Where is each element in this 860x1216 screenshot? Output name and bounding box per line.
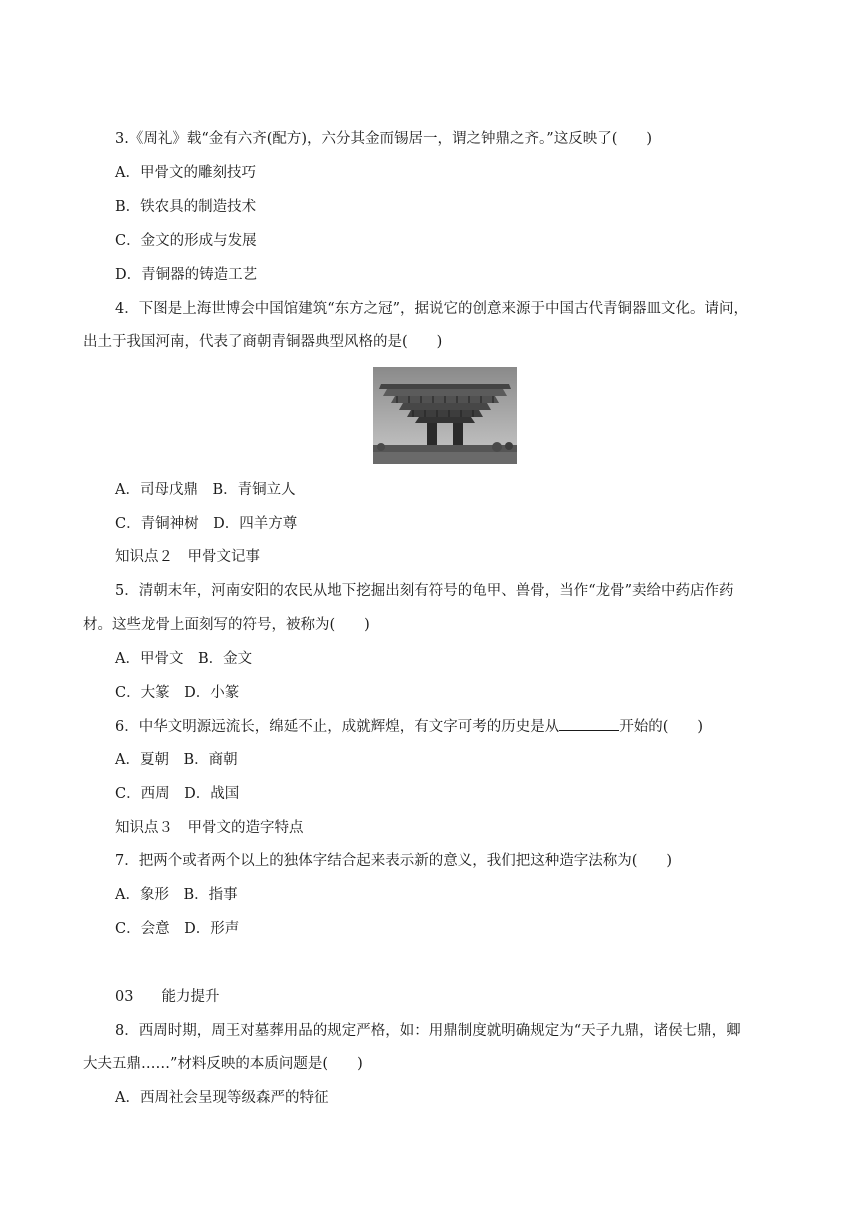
q8-option-a: A．西周社会呈现等级森严的特征 — [115, 1090, 329, 1106]
q6-stem — [115, 716, 703, 737]
section-title: 能力提升 — [161, 989, 220, 1005]
q8-stem-line1: 8．西周时期，周王对墓葬用品的规定严格，如：用鼎制度就明确规定为“天子九鼎，诸侯七鼎，卿 — [115, 1023, 741, 1039]
q3-option-b: B．铁农具的制造技术 — [115, 199, 257, 215]
section-heading-3: 知识点３ 甲骨文的造字特点 — [115, 820, 304, 836]
q6-options-cd: C．西周 D．战国 — [115, 786, 240, 802]
q3-stem: 3.《周礼》载“金有六齐(配方)，六分其金而锡居一，谓之钟鼎之齐。”这反映了( ) — [115, 131, 653, 147]
q6-stem-before: 6．中华文明源远流长，绵延不止，成就辉煌，有文字可考的历史是从 — [115, 719, 560, 735]
q4-options-cd: C．青铜神树 D．四羊方尊 — [115, 516, 298, 532]
q3-option-c: C．金文的形成与发展 — [115, 233, 257, 249]
q5-options-cd: C．大篆 D．小篆 — [115, 685, 240, 701]
section-heading-2: 知识点２ 甲骨文记事 — [115, 549, 260, 565]
q7-options-cd: C．会意 D．形声 — [115, 921, 240, 937]
q4-stem-line1: 4．下图是上海世博会中国馆建筑“东方之冠”，据说它的创意来源于中国古代青铜器皿文化。请问， — [115, 301, 749, 317]
china-pavilion-illustration — [373, 367, 517, 464]
section-heading-ability — [115, 987, 219, 1007]
china-pavilion-photo — [373, 367, 517, 464]
section-number: 03 — [115, 989, 134, 1005]
q4-stem-line2: 出土于我国河南，代表了商朝青铜器典型风格的是( ) — [83, 334, 443, 350]
q5-stem-line1: 5．清朝末年，河南安阳的农民从地下挖掘出刻有符号的龟甲、兽骨，当作“龙骨”卖给中药店作药 — [115, 583, 734, 599]
q3-option-d: D．青铜器的铸造工艺 — [115, 267, 258, 283]
q8-stem-line2: 大夫五鼎……”材料反映的本质问题是( ) — [83, 1056, 363, 1072]
q7-stem: 7．把两个或者两个以上的独体字结合起来表示新的意义，我们把这种造字法称为( ) — [115, 853, 673, 869]
q6-stem-after: 开始的( ) — [619, 719, 704, 735]
q3-option-a: A．甲骨文的雕刻技巧 — [115, 165, 256, 181]
q5-options-ab: A．甲骨文 B．金文 — [115, 651, 253, 667]
q6-answer-blank — [559, 716, 619, 731]
q7-options-ab: A．象形 B．指事 — [115, 887, 238, 903]
q6-options-ab: A．夏朝 B．商朝 — [115, 752, 238, 768]
q4-options-ab: A．司母戊鼎 B．青铜立人 — [115, 482, 296, 498]
q5-stem-line2: 材。这些龙骨上面刻写的符号，被称为( ) — [83, 617, 370, 633]
